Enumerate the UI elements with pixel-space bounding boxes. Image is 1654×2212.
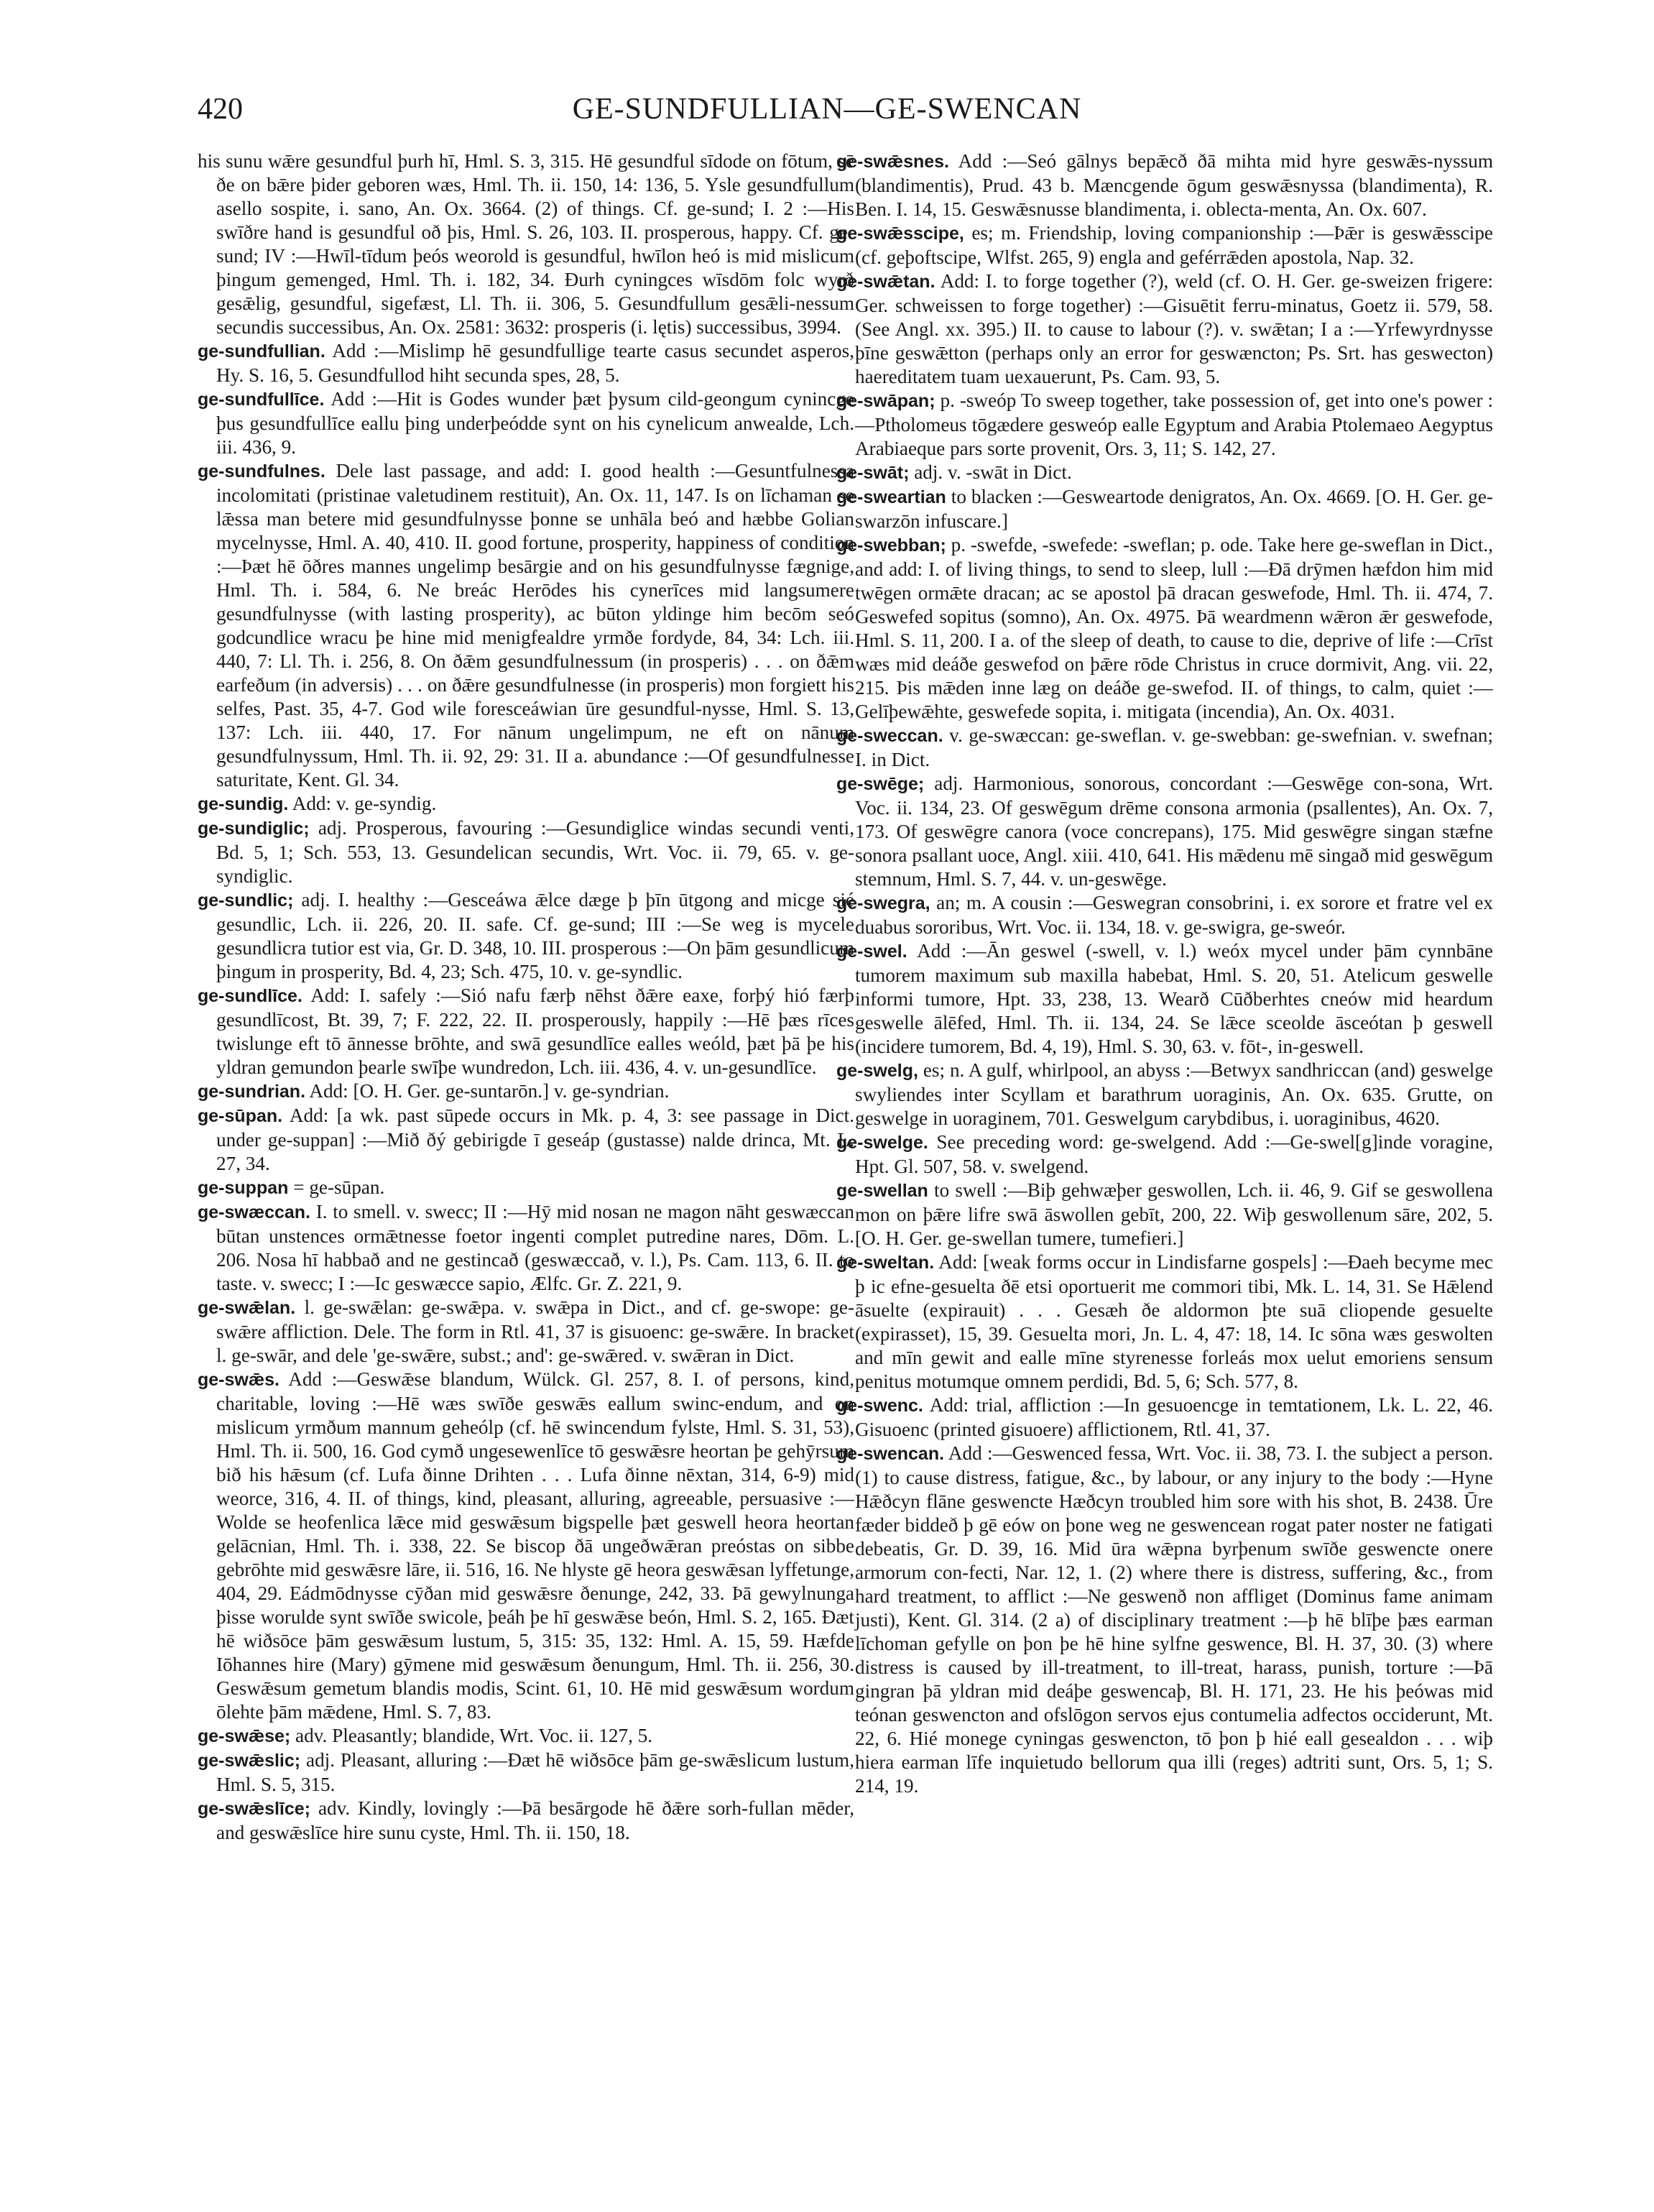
dictionary-entry	[836, 485, 1493, 533]
dictionary-entry	[198, 1176, 854, 1200]
running-head: GE-SUNDFULLIAN—GE-SWENCAN	[572, 93, 1082, 126]
entry-headword: ge-swencan.	[836, 1444, 945, 1464]
dictionary-entry	[836, 1130, 1493, 1179]
dictionary-entry	[836, 724, 1493, 772]
dictionary-entry	[836, 461, 1493, 485]
entry-text: Add :—Seó gālnys bepǣcð ðā mihta mid hyre geswǣs-nyssum (blandimentis), Prud. 43 b. Mæncgende ōgum geswǣsnyssa (blandimenta), R. Ben. I. 14, 15. Geswǣsnusse blandimenta, i. oblecta-menta, An. Ox. 607.	[855, 150, 1493, 220]
dictionary-entry	[836, 939, 1493, 1059]
dictionary-entry	[198, 339, 854, 387]
dictionary-entry	[198, 1296, 854, 1368]
entry-text: p. -swefde, -swefede: -sweflan; p. ode. Take here ge-sweflan in Dict., and add: I. of living things, to send to sleep, lull :—Ðā drȳmen hæfdon him mid twēgen ormǣte dracan; ac se apostol þā dracan geswefode, Hml. Th. ii. 474, 7. Geswefed sopitus (somno), An. Ox. 4975. Þā weardmenn wǣron ǣr geswefode, Hml. S. 11, 200. I a. of the sleep of death, to cause to die, deprive of life :—Crīst wæs mid deáðe geswefod on þǣre rōde Christus in cruce dormivit, Ang. vii. 22, 215. Þis mǣden inne læg on deáðe ge-swefod. II. of things, to calm, quiet :—Gelīþewǣhte, geswefede sopita, i. mitigata (incendia), An. Ox. 4031.	[855, 534, 1493, 722]
entry-headword: ge-swenc.	[836, 1396, 923, 1416]
entry-text: Add: I. safely :—Sió nafu færþ nēhst ðǣre eaxe, forþý hió færþ gesundlīcost, Bt. 39, 7; F. 222, 22. II. prosperously, happily :—Hē þæs rīces twislunge eft tō ānnesse brōhte, and swā gesundlīce ealles weóld, þæt þā þe his yldran gemundon þearle swīþe wundredon, Lch. iii. 436, 4. v. un-gesundlīce.	[216, 985, 854, 1078]
entry-text: l. ge-swǣlan: ge-swǣpa. v. swǣpa in Dict., and cf. ge-swope: ge-swǣre affliction. Dele. The form in Rtl. 41, 37 is gisuoenc: ge-swǣre. In bracket l. ge-swār, and dele 'ge-swǣre, subst.; and': ge-swǣred. v. swǣran in Dict.	[216, 1296, 854, 1366]
dictionary-entry	[198, 149, 854, 339]
entry-headword: ge-sundlīce.	[198, 986, 302, 1006]
dictionary-entry	[836, 1250, 1493, 1393]
entry-headword: ge-sundfulnes.	[198, 461, 325, 481]
entry-headword: ge-sundig.	[198, 794, 289, 814]
entry-text: v. ge-swæccan: ge-sweflan. v. ge-swebban: ge-swefnian. v. swefnan; I. in Dict.	[855, 724, 1493, 770]
left-column	[198, 149, 854, 2162]
entry-headword: ge-swǣse;	[198, 1726, 291, 1746]
entry-text: = ge-sūpan.	[293, 1176, 385, 1198]
entry-text: adv. Pleasantly; blandide, Wrt. Voc. ii. 127, 5.	[295, 1725, 653, 1746]
entry-headword: ge-swǣsnes.	[836, 152, 950, 172]
entry-headword: ge-sweccan.	[836, 726, 943, 746]
entry-headword: ge-sūpan.	[198, 1106, 283, 1126]
dictionary-entry	[836, 149, 1493, 221]
page-number: 420	[198, 93, 243, 126]
dictionary-entry	[836, 269, 1493, 389]
dictionary-entry	[198, 1079, 854, 1104]
entry-text: adj. Pleasant, alluring :—Ðæt hē wiðsōce þām ge-swǣslicum lustum, Hml. S. 5, 315.	[216, 1749, 854, 1795]
entry-text: to swell :—Biþ gehwæþer geswollen, Lch. ii. 46, 9. Gif se geswollena mon on þǣre lifre swā āswollen gebīt, 200, 22. Wiþ geswollenum sāre, 202, 5. [O. H. Ger. ge-swellan tumere, tumefieri.]	[855, 1179, 1493, 1249]
dictionary-entry	[198, 459, 854, 792]
entry-text: es; m. Friendship, loving companionship :—Þǣr is geswǣsscipe (cf. geþoftscipe, Wlfst. 265, 9) engla and geférrǣden apostola, Nap. 32.	[855, 222, 1493, 268]
entry-text: his sunu wǣre gesundful þurh hī, Hml. S. 3, 315. Hē gesundful sīdode on fōtum, sē ðe on bǣre þider geboren wæs, Hml. Th. ii. 150, 14: 136, 5. Ysle gesundfullum asello sospite, i. sano, An. Ox. 3664. (2) of things. Cf. ge-sund; I. 2 :—His swīðre hand is gesundful oð þis, Hml. S. 26, 103. II. prosperous, happy. Cf. ge-sund; IV :—Hwīl-tīdum þeós weorold is gesundful, hwīlon heó is mid mislicum þingum gemenged, Hml. Th. i. 182, 34. Ðurh cyningces wīsdōm folc wyrð gesǣlig, gesundful, sigefæst, Ll. Th. ii. 306, 5. Gesundfullum gesǣli-nessum secundis successibus, An. Ox. 2581: 3632: prosperis (i. lętis) successibus, 3994.	[198, 150, 854, 338]
entry-headword: ge-swǣlan.	[198, 1298, 296, 1318]
entry-text: Add: I. to forge together (?), weld (cf. O. H. Ger. ge-sweizen frigere: Ger. schweissen to forge together) :—Gisuētit ferru-minatus, Goetz ii. 579, 58. (See Angl. xx. 395.) II. to cause to labour (?). v. swǣtan; I a :—Yrfewyrdnysse þīne geswǣtton (perhaps only an error for geswæncton; Ps. Srt. has geswecton) haereditatem tuam uexauerunt, Ps. Cam. 93, 5.	[855, 270, 1493, 387]
entry-text: Add :—Hit is Godes wunder þæt þysum cild-geongum cynincge þus gesundfullīce eallu þing underþeódde synt on his cynelicum anwealde, Lch. iii. 436, 9.	[216, 388, 854, 458]
entry-text: an; m. A cousin :—Geswegran consobrini, i. ex sorore et fratre vel ex duabus sororibus, Wrt. Voc. ii. 134, 18. v. ge-swigra, ge-sweór.	[855, 892, 1493, 938]
entry-text: I. to smell. v. swecc; II :—Hȳ mid nosan ne magon nāht geswæccan būtan unstences ormǣtnesse foetor ingenti complet putredine nares, Dōm. L. 206. Nosa hī habbað and ne gestincað (geswæccað, v. l.), Ps. Cam. 113, 6. II. to taste. v. swecc; I :—Ic geswæcce sapio, Ælfc. Gr. Z. 221, 9.	[216, 1201, 854, 1294]
entry-headword: ge-swāt;	[836, 463, 910, 483]
entry-text: Add: [O. H. Ger. ge-suntarōn.] v. ge-syndrian.	[309, 1080, 670, 1102]
right-column	[836, 149, 1493, 2162]
dictionary-entry	[198, 1200, 854, 1296]
dictionary-entry	[836, 1393, 1493, 1442]
dictionary-entry	[198, 984, 854, 1079]
entry-text: adj. Prosperous, favouring :—Gesundiglice windas secundi venti, Bd. 5, 1; Sch. 553, 13. Gesundelican secundis, Wrt. Voc. ii. 79, 65. v. ge-syndiglic.	[216, 817, 854, 887]
dictionary-entry	[198, 1748, 854, 1797]
entry-headword: ge-swēge;	[836, 774, 925, 794]
entry-text: Add: [weak forms occur in Lindisfarne gospels] :—Ðaeh becyme mec þ ic efne-gesuelta ðē etsi oportuerit me commori tibi, Mk. L. 14, 31. Se Hǣlend āsuelte (expirauit) . . . Gesæh ðe aldormon þte suā cliopende gesuelte (expirasset), 15, 39. Gesuelta mori, Jn. L. 4, 47: 18, 14. Ic sōna wæs geswolten and mīn gewit and ealle mīne styrenesse forleás mox uelut emoriens sensum penitus motumque omnem perdidi, Bd. 5, 6; Sch. 577, 8.	[855, 1251, 1493, 1392]
dictionary-entry	[836, 389, 1493, 461]
dictionary-entry	[836, 1442, 1493, 1798]
entry-headword: ge-sundlic;	[198, 890, 294, 911]
entry-headword: ge-swel.	[836, 941, 907, 962]
entry-text: Dele last passage, and add: I. good health :—Gesuntfulnessa incolomitati (pristinae valetudinem restituit), An. Ox. 11, 147. Is on līchaman se lǣssa man betere mid gesundfulnysse þonne se unhāla beó and hæbbe Golian mycelnysse, Hml. A. 40, 410. II. good fortune, prosperity, happiness of condition :—Þæt hē ōðres mannes ungelimp besārgie and on his gesundfulnysse fægnige, Hml. Th. i. 584, 6. Ne breác Herōdes his cynerīces mid langsumere gesundfulnysse (with lasting prosperity), ac būton yldinge him becōm seó godcundlice wracu þe hine mid menigfealdre yrmðe fordyde, 84, 34: Lch. iii. 440, 7: Ll. Th. i. 256, 8. On ðǣm gesundfulnessum (in prosperis) . . . on ðǣm earfeðum (in adversis) . . . on ðǣre gesundfulnesse (in prosperis) mon forgiett his selfes, Past. 35, 4-7. God wile foresceáwian ūre gesundful-nysse, Hml. S. 13, 137: Lch. iii. 440, 17. For nānum ungelimpum, ne eft on nānum gesundfulnyssum, Hml. Th. ii. 92, 29: 31. II a. abundance :—Of gesundfulnesse saturitate, Kent. Gl. 34.	[216, 460, 854, 791]
entry-headword: ge-sundfullian.	[198, 341, 325, 361]
dictionary-entry	[836, 1059, 1493, 1130]
entry-headword: ge-swǣslīce;	[198, 1799, 311, 1819]
entry-text: to blacken :—Gesweartode denigratos, An. Ox. 4669. [O. H. Ger. ge-swarzōn infuscare.]	[855, 486, 1493, 532]
entry-text: p. -sweóp To sweep together, take possession of, get into one's power :—Ptholomeus tōgædere gesweóp ealle Egyptum and Arabia Ptolemaeo Aegyptus Arabiaeque pars sorte provenit, Ors. 3, 11; S. 142, 27.	[855, 390, 1493, 459]
entry-text: adj. Harmonious, sonorous, concordant :—Geswēge con-sona, Wrt. Voc. ii. 134, 23. Of geswēgum drēme consona armonia (psallentes), An. Ox. 7, 173. Of geswēgre canora (voce concrepans), 175. Mid geswēgre singan stæfne sonora psallant uoce, Angl. xiii. 410, 641. His mǣdenu mē singað mid geswēgum stemnum, Hml. S. 7, 44. v. un-geswēge.	[855, 773, 1493, 890]
entry-headword: ge-swebban;	[836, 535, 946, 556]
entry-headword: ge-swǣsscipe,	[836, 223, 964, 244]
entry-text: adj. v. -swāt in Dict.	[914, 461, 1072, 483]
dictionary-entry	[836, 221, 1493, 269]
entry-text: Add :—Geswenced fessa, Wrt. Voc. ii. 38, 73. I. the subject a person. (1) to cause distress, fatigue, &c., by labour, or any injury to the body :—Hyne Hǣðcyn flāne geswencte Hæðcyn troubled him sore with his shot, B. 2438. Ūre fæder biddeð þ gē eów on þone weg ne geswencean rogat pater noster ne fatigati debeatis, Gr. D. 39, 16. Mid ūra wǣpna byrþenum swīðe geswencte onere armorum con-fecti, Nar. 12, 1. (2) where there is distress, suffering, &c., from hard treatment, to afflict :—Ne geswenð non affliget (Dominus fame animam justi), Kent. Gl. 314. (2 a) of disciplinary treatment :—þ hē blīþe þæs earman līchoman gefylle on þon þe hē hine sylfne geswence, Bl. H. 37, 30. (3) where distress is caused by ill-treatment, to ill-treat, harass, punish, torture :—Þā gingran þā yldran mid deáþe geswencaþ, Bl. H. 171, 23. He his þeówas mid teónan geswencton and ofslōgon servos ejus contumelia adfectos occiderunt, Mt. 22, 6. Hié monege cyningas geswencton, tō þon þ hié eall gesealdon . . . wiþ hiera earman līfe inquietudo bellorum qua illi (reges) adtriti sunt, Ors. 5, 1; S. 214, 19.	[855, 1442, 1493, 1797]
entry-headword: ge-swelge.	[836, 1133, 928, 1153]
entry-text: adj. I. healthy :—Gesceáwa ǣlce dæge þ þīn ūtgong and micge sié gesundlic, Lch. ii. 226, 20. II. safe. Cf. ge-sund; III :—Se weg is mycele gesundlicra tutior est via, Gr. D. 348, 10. III. prosperous :—On þām gesundlicum þingum in prosperity, Bd. 4, 23; Sch. 475, 10. v. ge-syndlic.	[216, 889, 854, 982]
dictionary-entry	[198, 792, 854, 816]
dictionary-entry	[198, 1104, 854, 1176]
entry-headword: ge-sweltan.	[836, 1253, 935, 1273]
dictionary-entry	[198, 1368, 854, 1724]
entry-headword: ge-sundfullīce.	[198, 390, 325, 410]
entry-headword: ge-swellan	[836, 1181, 928, 1201]
entry-headword: ge-swegra,	[836, 893, 930, 913]
entry-headword: ge-swāpan;	[836, 391, 935, 411]
entry-text: Add :—Mislimp hē gesundfullige tearte casus secundet asperos, Hy. S. 16, 5. Gesundfullod hiht secunda spes, 28, 5.	[216, 340, 854, 386]
entry-headword: ge-sundrian.	[198, 1082, 306, 1102]
entry-text: Add :—Ān geswel (-swell, v. l.) weóx mycel under þām cynnbāne tumorem maximum sub maxilla habebat, Hml. S. 20, 51. Atelicum geswelle informi tumore, Hpt. 33, 238, 13. Wearð Cūðberhtes cneów mid heardum geswelle ālēfed, Hml. Th. ii. 134, 24. Se lǣce sceolde āsceótan þ geswell (incidere tumorem, Bd. 4, 19), Hml. S. 30, 63. v. fōt-, in-geswell.	[855, 940, 1493, 1057]
entry-headword: ge-sundiglic;	[198, 819, 310, 839]
dictionary-entry	[836, 891, 1493, 939]
entry-text: es; n. A gulf, whirlpool, an abyss :—Betwyx sandhriccan (and) geswelge swyliendes inter Scyllam et barathrum uoraginis, An. Ox. 635. Grutte, on geswelge in uoraginem, 701. Geswelgum carybdibus, i. uoraginibus, 4620.	[855, 1059, 1493, 1129]
dictionary-entry	[836, 533, 1493, 724]
entry-text: Add: trial, affliction :—In gesuoencge in temtationem, Lk. L. 22, 46. Gisuoenc (printed gisuoere) afflictionem, Rtl. 41, 37.	[855, 1394, 1493, 1440]
dictionary-entry	[198, 888, 854, 984]
entry-text: Add :—Geswǣse blandum, Wülck. Gl. 257, 8. I. of persons, kind, charitable, loving :—Hē wæs swīðe geswǣs eallum swinc-endum, and on mislicum yrmðum mannum geheólp (cf. hē swincendum fylste, Hml. S. 31, 53), Hml. Th. ii. 500, 16. God cymð ungesewenlīce tō geswǣsre heortan þe gehȳrsum bið his hǣsum (cf. Lufa ðinne Drihten . . . Lufa ðinne nēxtan, 314, 6-9) mid weorce, 316, 4. II. of things, kind, pleasant, alluring, agreeable, persuasive :—Wolde se heofenlica lǣce mid geswǣsum bigspelle þæt geswell heora heortan gelācnian, Hml. Th. i. 338, 22. Se biscop ðā ungeðwǣran preóstas on sibbe gebrōhte mid geswǣsre lāre, ii. 516, 16. Ne hlyste gē heora geswǣsan lyffetunge, 404, 29. Eádmōdnysse cȳðan mid geswǣsre ðenunge, 242, 33. Þā gewylnunga þisse worulde synt swīðe swicole, þeáh þe hī geswǣse beón, Hml. S. 2, 165. Ðæt hē wiðsōce þām geswǣsum lustum, 5, 315: 35, 132: Hml. A. 15, 59. Hæfde Iōhannes hire (Mary) gȳmene mid geswǣsum ðenungum, Hml. Th. ii. 256, 30. Geswǣsum gemetum blandis modis, Scint. 61, 10. Hē mid geswǣsum wordum ōlehte þām mǣdene, Hml. S. 7, 83.	[216, 1368, 854, 1723]
entry-headword: ge-swǣtan.	[836, 272, 935, 292]
entry-headword: ge-suppan	[198, 1178, 289, 1198]
dictionary-entry	[198, 1797, 854, 1845]
entry-text: adv. Kindly, lovingly :—Þā besārgode hē ðǣre sorh-fullan mēder, and geswǣslīce hire sunu cyste, Hml. Th. ii. 150, 18.	[216, 1797, 854, 1843]
entry-headword: ge-swelg,	[836, 1061, 918, 1081]
entry-text: See preceding word: ge-swelgend. Add :—Ge-swel[g]inde voragine, Hpt. Gl. 507, 58. v. swelgend.	[855, 1131, 1493, 1177]
dictionary-entry	[198, 816, 854, 888]
dictionary-entry	[836, 772, 1493, 891]
dictionary-entry	[198, 1724, 854, 1748]
dictionary-entry	[836, 1179, 1493, 1250]
entry-headword: ge-swǣs.	[198, 1370, 279, 1390]
dictionary-entry	[198, 387, 854, 459]
entry-text: Add: [a wk. past sūpede occurs in Mk. p. 4, 3: see passage in Dict. under ge-suppan] :—Mið ðý gebirigde ī geseáp (gustasse) nalde drinca, Mt. L. 27, 34.	[216, 1105, 854, 1174]
entry-headword: ge-swǣslic;	[198, 1751, 301, 1771]
entry-text: Add: v. ge-syndig.	[292, 793, 437, 814]
entry-headword: ge-swæccan.	[198, 1202, 311, 1222]
entry-headword: ge-sweartian	[836, 487, 946, 507]
